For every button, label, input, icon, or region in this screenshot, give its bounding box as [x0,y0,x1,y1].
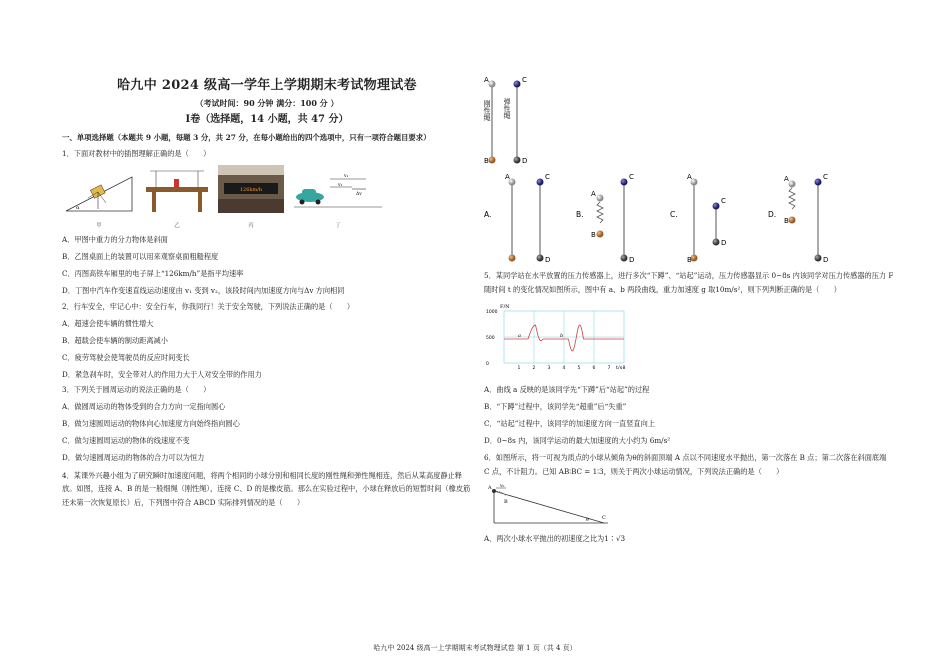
q1-option-a: A．甲图中重力的分力物体是斜面 [62,235,168,245]
fig-label-bing: 丙 [248,223,254,230]
q4-option-b-figure [576,179,628,262]
initial-setup [483,76,527,165]
fig-label-yi: 乙 [174,223,180,230]
part-title: I卷（选择题，14 小题，共 47 分） [185,114,349,126]
q3-option-d: D．做匀速圆周运动的物体的合力可以为恒力 [62,453,205,463]
x-tick-label: 5 [577,365,581,371]
svg-text:B: B [784,217,789,225]
svg-text:Δv: Δv [356,192,362,198]
q1-fig-table [144,165,210,230]
svg-text:A: A [505,173,510,181]
q3-stem: 3．下列关于圆周运动的说法正确的是（ ） [62,385,211,395]
q5-force-time-graph [484,303,634,375]
q5-option-d: D．0~8s 内，该同学运动的最大加速度的大小约为 6m/s² [484,435,671,445]
car-vector-diagram [292,165,384,213]
q1-option-c: C．丙图高铁车厢里的电子屏上“126km/h”是指平均速率 [62,269,244,279]
section-heading: 一、单项选择题（本题共 9 小题，每题 3 分，共 27 分，在每小题给出的四个选项中，只有一项符合题目要求） [62,132,431,142]
q3-option-b: B．做匀速圆周运动的物体向心加速度方向始终指向圆心 [62,419,240,429]
svg-text:A: A [784,175,789,183]
curve-label-b: b [560,332,564,339]
q6-label-v0: v₀ [500,483,505,489]
label-d: D [522,157,528,165]
fig-label-jia: 甲 [96,223,102,230]
q4-option-d-figure [768,179,822,262]
svg-text:C: C [629,173,634,181]
exam-info: （考试时间：90 分钟 满分：100 分 ） [195,97,339,108]
q1-fig-train [218,165,284,230]
graph-ylabel: F/N [500,303,510,310]
y-tick-label: 0 [486,361,489,367]
q6-incline-diagram [484,483,614,527]
svg-text:v₂: v₂ [338,183,343,189]
page-title: 哈九中 2024 级高一学年上学期期末考试物理试卷 [117,78,417,93]
ball-b [489,157,496,164]
q1-stem: 1．下面对教材中的插图理解正确的是（ ） [62,148,211,158]
q4-opt-letter-b: B. [576,210,584,219]
q6-stem: 6．如图所示，将一可视为质点的小球从倾角为θ的斜面顶端 A 点以不同速度水平抛出，第一次落在 B 点；第二次落在斜面底端 C 点，不计阻力。已知 AB∶BC = 1∶3，则关于两次小球运动情况，下列说法正确的是（ ） [484,453,887,477]
svg-text:C: C [545,173,550,181]
q1-option-b: B．乙图桌面上的装置可以用来观察桌面粗糙程度 [62,252,219,262]
q6-label-theta: θ [586,517,589,523]
page-footer: 哈九中 2024 级高一上学期期末考试物理试卷 第 1 页（共 4 页） [373,644,577,652]
q1-fig-incline [62,165,136,230]
q1-fig-car [292,165,384,230]
svg-text:v₁: v₁ [344,174,349,180]
left-column [62,72,472,510]
incline-diagram [62,165,136,215]
q4-opt-letter-d: D. [768,210,777,219]
q5-option-a: A．曲线 a 反映的是该同学先“下蹲”后“站起”的过程 [484,384,650,394]
q4-ball-diagrams [484,72,894,262]
q2-option-a: A．超速会使车辆的惯性增大 [62,318,154,328]
q4-opt-letter-c: C. [670,210,678,219]
q2-option-d: D．紧急刹车时，安全带对人的作用力大于人对安全带的作用力 [62,369,262,379]
x-tick-label: 1 [517,365,521,371]
q2-stem: 2．行车安全，牢记心中：安全行车，你我同行！关于安全驾驶，下列说法正确的是（ ） [62,301,355,311]
svg-text:B: B [591,231,596,239]
label-b: B [484,157,489,165]
ball-a [489,81,496,88]
rigid-rope-label: 刚性绳 [483,100,491,121]
q3-option-a: A．做圆周运动的物体受到的合力方向一定指向圆心 [62,402,226,412]
svg-text:D: D [823,256,829,264]
train-screen-photo [218,165,284,213]
q4-stem: 4．某课外兴趣小组为了研究瞬时加速度问题，将两个相同的小球分别和相同长度的刚性绳和弹性绳相连，然后从某高度静止释放。如图，连接 A、B 的是一般细绳（刚性绳），连接 C、D 的是橡皮筋。那么在实验过程中，小球在释放后的短暂时间（橡皮筋还未第一次恢复原长）后，下列图中符合 ABCD 实际排列情况的是（ ） [62,470,471,508]
q4-option-c-figure [670,179,720,262]
x-tick-label: 7 [607,365,611,371]
y-tick-label: 500 [486,335,495,341]
label-a: A [484,76,489,84]
svg-text:A: A [591,190,596,198]
x-tick-label: 4 [562,365,566,371]
x-tick-label: 3 [547,365,551,371]
ball-c [514,81,521,88]
right-column [484,72,894,545]
q6-label-c: C [602,514,606,521]
q5-stem: 5．某同学站在水平放置的压力传感器上，进行多次“下蹲”、“站起”运动，压力传感器显示 0~8s 内该同学对压力传感器的压力 F 随时间 t 的变化情况如图所示，图中有 a、b 两段曲线，重力加速度 g 取10m/s²，则下列判断正确的是（ ） [484,271,894,295]
table-diagram [144,165,210,215]
x-tick-label: 6 [592,365,596,371]
q2-option-b: B．超载会使车辆的制动距离减小 [62,335,168,345]
q5-option-c: C．“站起”过程中，该同学的加速度方向一直竖直向上 [484,418,655,428]
curve-label-a: a [518,332,521,339]
speed-display: 126km/h [239,187,263,194]
svg-text:B: B [687,256,692,264]
svg-text:C: C [823,173,828,181]
svg-text:D: D [629,256,635,264]
svg-text:C: C [721,197,726,205]
x-tick-label: 8 [622,365,626,371]
elastic-rope-label: 弹性绳 [503,98,511,119]
q4-opt-letter-a: A. [484,210,492,219]
svg-text:A: A [687,173,692,181]
ball-d [514,157,521,164]
q1-figures [62,165,472,230]
q1-option-d: D．丁图中汽车作变速直线运动速度由 v₁ 变到 v₂，该段时间内加速度方向与Δv 方向相同 [62,286,345,296]
graph-xlabel: t/s [616,364,623,371]
label-c: C [522,76,527,84]
q3-option-c: C．做匀速圆周运动的物体的线速度不变 [62,436,190,446]
svg-text:D: D [545,256,551,264]
q4-option-a-figure [484,179,544,262]
q2-option-c: C．疲劳驾驶会使驾驶员的反应时间变长 [62,352,190,362]
fig-label-ding: 丁 [335,223,341,230]
q5-option-b: B．“下蹲”过程中，该同学先“超重”后“失重” [484,401,627,411]
q6-label-a: A [488,484,492,491]
x-tick-label: 2 [532,365,536,371]
svg-text:α: α [76,205,80,212]
q6-option-a: A．两次小球水平抛出的初速度之比为1∶√3 [484,534,626,544]
y-tick-label: 1000 [486,309,498,315]
svg-text:D: D [721,239,727,247]
q6-label-b: B [504,498,508,505]
